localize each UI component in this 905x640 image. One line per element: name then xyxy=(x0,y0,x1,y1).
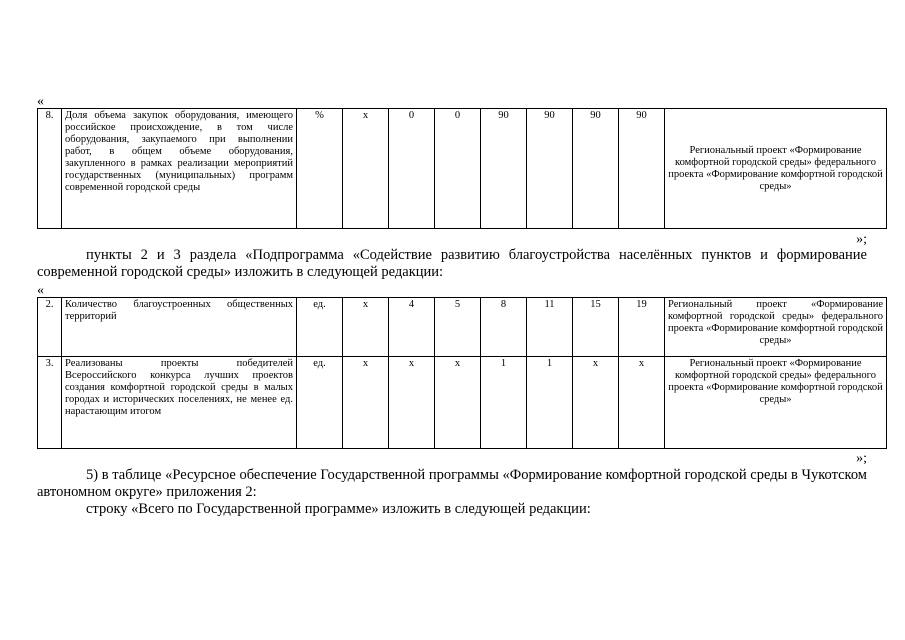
close-quote: »; xyxy=(856,232,867,247)
row-number: 8. xyxy=(38,109,62,229)
unit-cell: ед. xyxy=(297,357,343,449)
paragraph: пункты 2 и 3 раздела «Подпрограмма «Содействие развитию благоустройства населённых пунктов и формирование современной городской среды» изложить в следующей редакции: xyxy=(37,247,867,280)
table-row xyxy=(38,357,887,449)
value-cell: 90 xyxy=(481,109,527,229)
value-cell: х xyxy=(343,357,389,449)
indicator-name: Реализованы проекты победителей Всероссийского конкурса лучших проектов создания комфортной городской среды в малых городах и исторических поселениях, не менее ед. нарастающим итогом xyxy=(62,357,297,449)
row-number: 2. xyxy=(38,298,62,357)
value-cell: х xyxy=(573,357,619,449)
row-number: 3. xyxy=(38,357,62,449)
project-cell: Региональный проект «Формирование комфортной городской среды» федерального проекта «Формирование комфортной городской среды» xyxy=(665,357,887,449)
value-cell: 15 xyxy=(573,298,619,357)
table-row xyxy=(38,298,887,357)
value-cell: х xyxy=(343,109,389,229)
value-cell: 5 xyxy=(435,298,481,357)
indicator-name: Количество благоустроенных общественных территорий xyxy=(62,298,297,357)
unit-cell: ед. xyxy=(297,298,343,357)
value-cell: х xyxy=(343,298,389,357)
paragraph: 5) в таблице «Ресурсное обеспечение Государственной программы «Формирование комфортной городской среды в Чукотском автономном округе» приложения 2: xyxy=(37,467,867,500)
indicator-table-2 xyxy=(37,297,887,449)
close-quote: »; xyxy=(856,451,867,466)
value-cell: 90 xyxy=(573,109,619,229)
value-cell: 90 xyxy=(619,109,665,229)
value-cell: 0 xyxy=(389,109,435,229)
value-cell: х xyxy=(619,357,665,449)
open-quote: « xyxy=(37,94,44,109)
value-cell: 1 xyxy=(527,357,573,449)
indicator-name: Доля объема закупок оборудования, имеющего российское происхождение, в том числе оборудования, закупаемого при выполнении работ, в общем объеме оборудования, закупленного в рамках реализации мероприятий государственных (муниципальных) программ современной городской среды xyxy=(62,109,297,229)
table-row xyxy=(38,109,887,229)
value-cell: 90 xyxy=(527,109,573,229)
value-cell: 0 xyxy=(435,109,481,229)
value-cell: 19 xyxy=(619,298,665,357)
value-cell: 11 xyxy=(527,298,573,357)
value-cell: 4 xyxy=(389,298,435,357)
open-quote: « xyxy=(37,283,44,298)
value-cell: х xyxy=(435,357,481,449)
value-cell: 8 xyxy=(481,298,527,357)
paragraph: строку «Всего по Государственной программе» изложить в следующей редакции: xyxy=(86,501,591,517)
project-cell: Региональный проект «Формирование комфортной городской среды» федерального проекта «Формирование комфортной городской среды» xyxy=(665,109,887,229)
value-cell: х xyxy=(389,357,435,449)
project-cell: Региональный проект «Формирование комфортной городской среды» федерального проекта «Формирование комфортной городской среды» xyxy=(665,298,887,357)
unit-cell: % xyxy=(297,109,343,229)
indicator-table-1 xyxy=(37,108,887,229)
value-cell: 1 xyxy=(481,357,527,449)
